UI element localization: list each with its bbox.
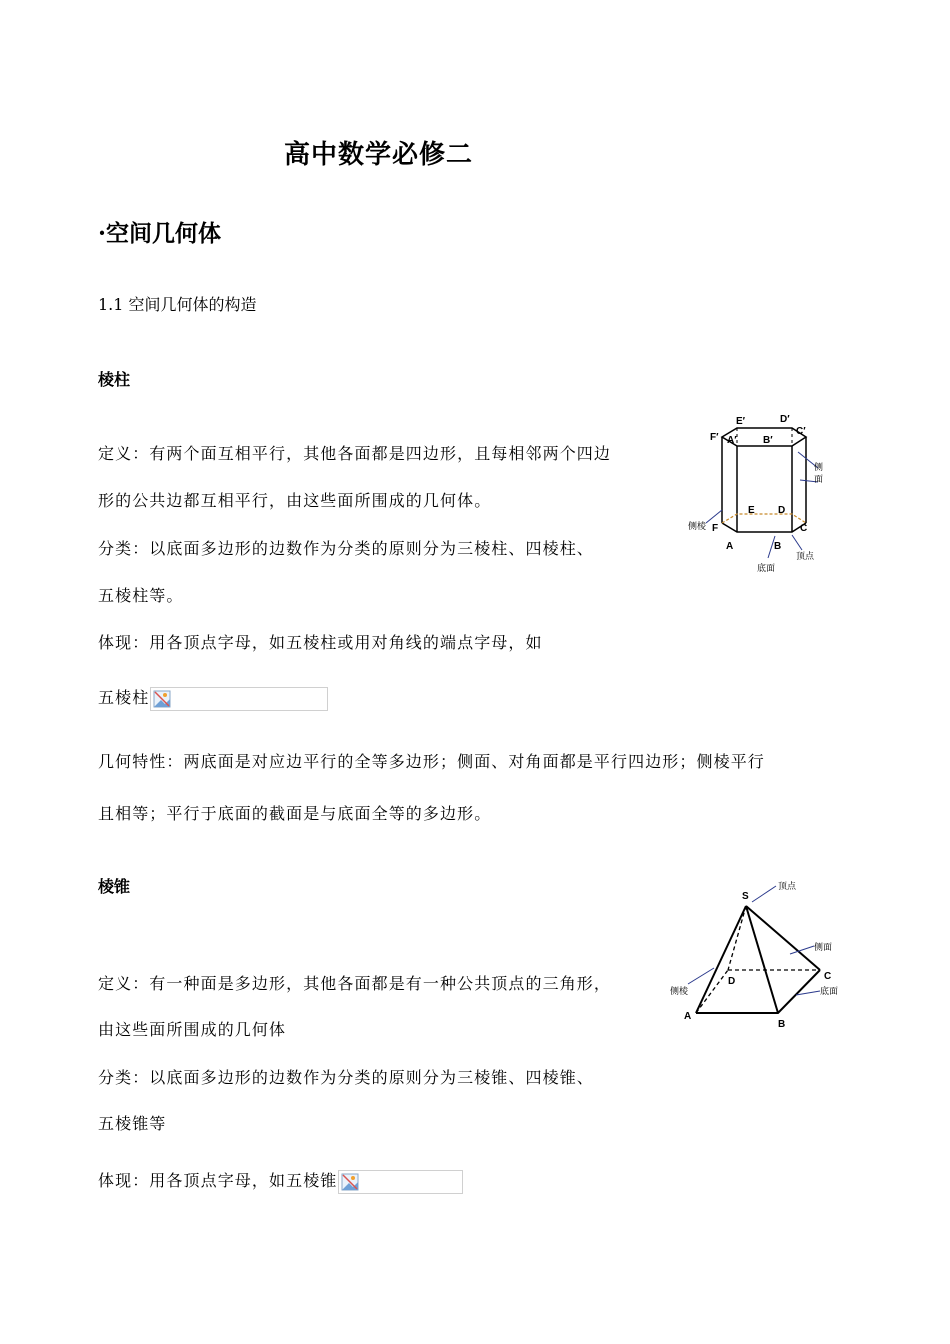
pyramid-heading: 棱锥 <box>98 877 131 896</box>
pyramid-representation-line1 <box>98 1168 463 1194</box>
label-base: 底面 <box>820 986 839 996</box>
broken-image-icon <box>341 1173 359 1191</box>
label-C: C <box>800 523 808 534</box>
label-D: D <box>778 505 786 516</box>
label-side-face-2: 面 <box>814 474 824 484</box>
label-base: 底面 <box>757 563 776 573</box>
prism-representation-line1: 体现：用各顶点字母，如五棱柱或用对角线的端点字母，如 <box>98 633 543 652</box>
label-E: E <box>748 505 755 516</box>
label-A: A <box>684 1011 692 1022</box>
pyramid-definition-line2: 由这些面所围成的几何体 <box>98 1020 287 1039</box>
label-F-prime: F′ <box>710 432 719 443</box>
label-B: B <box>778 1019 786 1030</box>
prism-properties-line1: 几何特性：两底面是对应边平行的全等多边形；侧面、对角面都是平行四边形；侧棱平行 <box>98 752 765 771</box>
prism-definition-line1: 定义：有两个面互相平行，其他各面都是四边形，且每相邻两个四边 <box>98 444 612 463</box>
label-S: S <box>742 891 749 902</box>
subsection-heading: 1.1 空间几何体的构造 <box>98 295 257 314</box>
prism-classification-line1: 分类：以底面多边形的边数作为分类的原则分为三棱柱、四棱柱、 <box>98 539 594 558</box>
label-D-prime: D′ <box>780 414 790 425</box>
label-vertex: 顶点 <box>796 551 815 561</box>
pyramid-definition-line1: 定义：有一种面是多边形，其他各面都是有一种公共顶点的三角形， <box>98 974 612 993</box>
pyramid-classification-line2: 五棱锥等 <box>98 1114 167 1133</box>
label-A-prime: A′ <box>727 435 737 446</box>
prism-properties-line2: 且相等；平行于底面的截面是与底面全等的多边形。 <box>98 804 492 823</box>
label-B-prime: B′ <box>763 435 773 446</box>
broken-image-placeholder <box>150 687 328 711</box>
prism-classification-line2: 五棱柱等。 <box>98 586 184 605</box>
pyramid-classification-line1: 分类：以底面多边形的边数作为分类的原则分为三棱锥、四棱锥、 <box>98 1068 594 1087</box>
prism-definition-line2: 形的公共边都互相平行，由这些面所围成的几何体。 <box>98 491 492 510</box>
label-side-face-1: 侧 <box>814 462 824 472</box>
pyramid-representation-text: 体现：用各顶点字母，如五棱锥 <box>98 1171 338 1190</box>
label-D: D <box>728 976 736 987</box>
prism-heading: 棱柱 <box>98 370 131 389</box>
label-lateral-edge: 侧棱 <box>670 986 689 996</box>
hexagonal-prism-figure <box>680 410 850 580</box>
section-heading: ·空间几何体 <box>98 220 222 247</box>
broken-image-icon <box>153 690 171 708</box>
label-F: F <box>712 523 719 534</box>
broken-image-placeholder <box>338 1170 463 1194</box>
label-C: C <box>824 971 832 982</box>
label-B: B <box>774 541 782 552</box>
label-E-prime: E′ <box>736 416 746 427</box>
label-lateral-edge: 侧棱 <box>688 521 707 531</box>
label-A: A <box>726 541 734 552</box>
prism-representation-text: 五棱柱 <box>98 688 150 707</box>
label-side-face: 侧面 <box>814 942 833 952</box>
prism-representation-line2 <box>98 685 328 711</box>
page-title: 高中数学必修二 <box>284 140 474 170</box>
label-C-prime: C′ <box>796 426 806 437</box>
square-pyramid-figure <box>668 872 848 1037</box>
label-vertex: 顶点 <box>778 881 797 891</box>
